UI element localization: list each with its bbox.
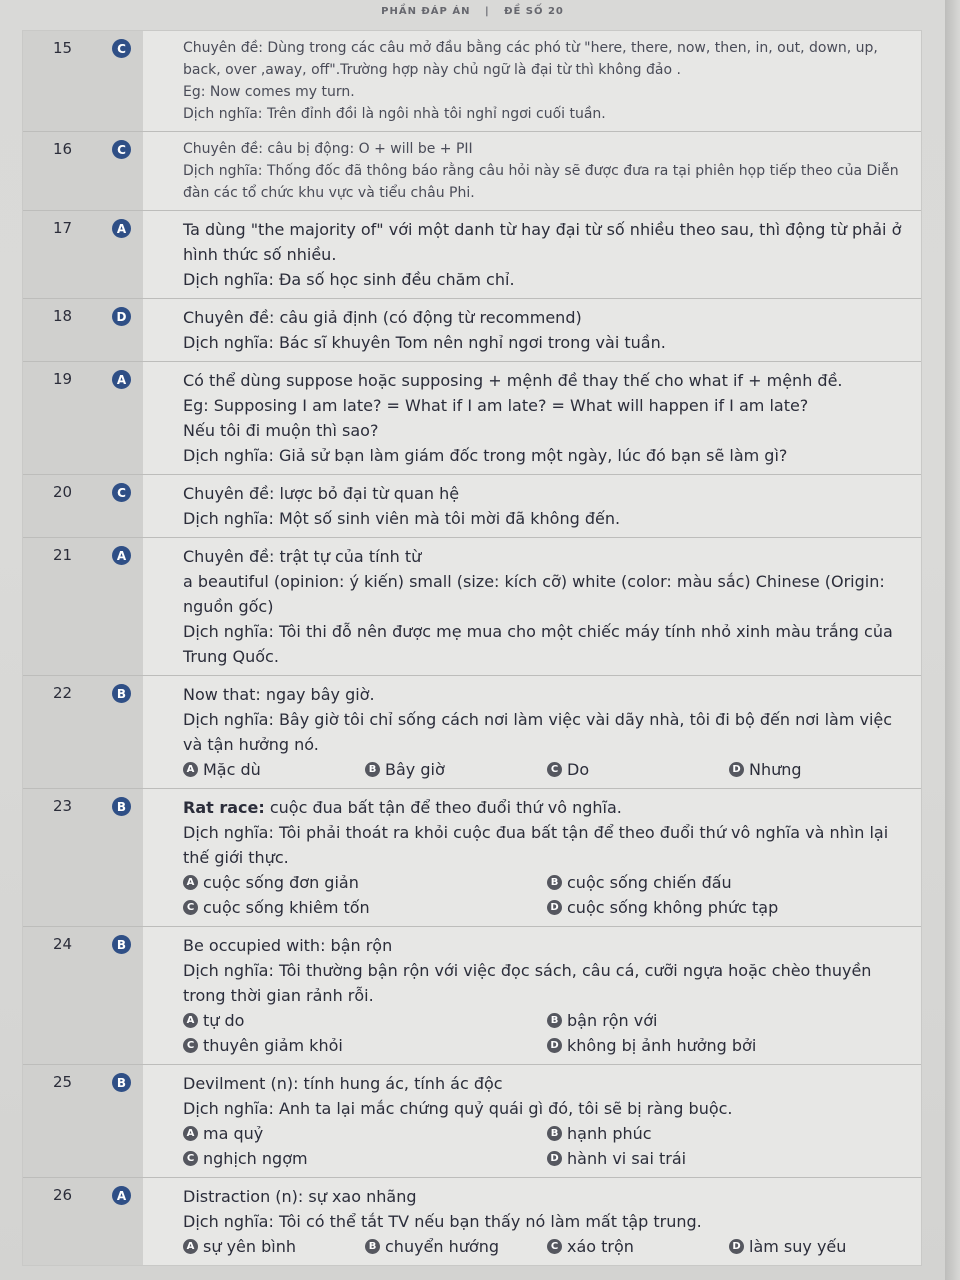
question-number: 21: [53, 546, 73, 564]
answer-badge: B: [112, 797, 131, 816]
option-text: làm suy yếu: [749, 1237, 847, 1256]
answer-option: [183, 1008, 547, 1033]
explanation-line: Chuyên đề: câu giả định (có động từ recommend): [183, 308, 582, 327]
option-letter-badge: B: [365, 762, 380, 777]
answer-option: [183, 757, 365, 782]
explanation-line: a beautiful (opinion: ý kiến) small (size: kích cỡ) white (color: màu sắc) Chinese (Origin: nguồn gốc): [183, 572, 885, 616]
option-text: thuyên giảm khỏi: [203, 1036, 343, 1055]
option-letter-badge: B: [547, 1013, 562, 1028]
question-cell: [23, 538, 143, 675]
question-cell: [23, 676, 143, 788]
option-letter-badge: D: [729, 1239, 744, 1254]
option-text: cuộc sống không phức tạp: [567, 898, 779, 917]
option-letter-badge: C: [183, 1151, 198, 1166]
answer-badge: B: [112, 684, 131, 703]
table-row: [23, 676, 921, 789]
explanation-line: Có thể dùng suppose hoặc supposing + mệnh đề thay thế cho what if + mệnh đề.: [183, 371, 843, 390]
option-letter-badge: D: [547, 1151, 562, 1166]
answer-options: [183, 870, 911, 920]
answer-option: [547, 1121, 911, 1146]
explanation-line: Dịch nghĩa: Giả sử bạn làm giám đốc trong một ngày, lúc đó bạn sẽ làm gì?: [183, 446, 788, 465]
explanation-cell: [143, 362, 921, 474]
explanation-line: Now that: ngay bây giờ.: [183, 685, 375, 704]
option-text: bận rộn với: [567, 1011, 658, 1030]
explanation-cell: [143, 789, 921, 926]
answer-badge: A: [112, 546, 131, 565]
option-text: Mặc dù: [203, 760, 261, 779]
answer-badge: A: [112, 370, 131, 389]
question-cell: [23, 362, 143, 474]
question-cell: [23, 789, 143, 926]
page-header: [0, 6, 945, 17]
question-cell: [23, 1065, 143, 1177]
question-cell: [23, 1178, 143, 1265]
explanation-line: Dịch nghĩa: Đa số học sinh đều chăm chỉ.: [183, 270, 515, 289]
table-row: [23, 538, 921, 676]
answer-option: [183, 1121, 547, 1146]
answer-badge: B: [112, 1073, 131, 1092]
option-letter-badge: A: [183, 762, 198, 777]
option-text: xáo trộn: [567, 1237, 634, 1256]
explanation-line: Eg: Supposing I am late? = What if I am late? = What will happen if I am late?: [183, 396, 809, 415]
option-text: cuộc sống chiến đấu: [567, 873, 732, 892]
option-text: Nhưng: [749, 760, 802, 779]
explanation-line: Eg: Now comes my turn.: [183, 84, 355, 100]
table-row: [23, 362, 921, 475]
explanation-line: Dịch nghĩa: Một số sinh viên mà tôi mời đã không đến.: [183, 509, 621, 528]
header-section: PHẦN ĐÁP ÁN: [381, 6, 471, 17]
answer-badge: C: [112, 140, 131, 159]
explanation-cell: [143, 1065, 921, 1177]
answer-option: [183, 870, 547, 895]
answer-option: [547, 1146, 911, 1171]
table-row: [23, 475, 921, 538]
explanation-line: Dịch nghĩa: Bác sĩ khuyên Tom nên nghỉ ngơi trong vài tuần.: [183, 333, 666, 352]
explanation-cell: [143, 927, 921, 1064]
question-cell: [23, 211, 143, 298]
option-text: hạnh phúc: [567, 1124, 652, 1143]
header-exam-number: ĐỀ SỐ 20: [504, 6, 564, 17]
option-letter-badge: A: [183, 875, 198, 890]
table-row: [23, 1065, 921, 1178]
explanation-line: Dịch nghĩa: Tôi thường bận rộn với việc đọc sách, câu cá, cưỡi ngựa hoặc chèo thuyền trong thời gian rảnh rỗi.: [183, 961, 872, 1005]
table-row: [23, 927, 921, 1065]
answer-option: [365, 757, 547, 782]
answer-option: [547, 1234, 729, 1259]
option-text: ma quỷ: [203, 1124, 264, 1143]
next-page-edge: [945, 0, 960, 1280]
explanation-line: Nếu tôi đi muộn thì sao?: [183, 421, 379, 440]
option-text: sự yên bình: [203, 1237, 296, 1256]
idiom-meaning: cuộc đua bất tận để theo đuổi thứ vô nghĩa.: [264, 798, 622, 817]
explanation-cell: [143, 299, 921, 361]
option-text: nghịch ngợm: [203, 1149, 308, 1168]
question-number: 22: [53, 684, 73, 702]
question-number: 20: [53, 483, 73, 501]
answer-options: [183, 1234, 911, 1259]
option-text: Bây giờ: [385, 760, 445, 779]
option-letter-badge: B: [547, 875, 562, 890]
answer-options: [183, 757, 911, 782]
table-row: [23, 1178, 921, 1265]
answer-option: [547, 757, 729, 782]
explanation-line: Chuyên đề: câu bị động: O + will be + PII: [183, 141, 473, 157]
answer-badge: C: [112, 39, 131, 58]
explanation-cell: [143, 1178, 921, 1265]
question-cell: [23, 31, 143, 131]
explanation-cell: [143, 676, 921, 788]
option-text: cuộc sống khiêm tốn: [203, 898, 370, 917]
question-number: 17: [53, 219, 73, 237]
explanation-line: Distraction (n): sự xao nhãng: [183, 1187, 417, 1206]
option-letter-badge: A: [183, 1126, 198, 1141]
option-letter-badge: A: [183, 1013, 198, 1028]
header-separator: |: [484, 6, 490, 17]
answer-option: [183, 1146, 547, 1171]
answer-option: [729, 1234, 911, 1259]
option-text: không bị ảnh hưởng bởi: [567, 1036, 757, 1055]
explanation-cell: [143, 538, 921, 675]
option-text: chuyển hướng: [385, 1237, 499, 1256]
explanation-line: [183, 795, 911, 820]
option-text: tự do: [203, 1011, 245, 1030]
option-letter-badge: B: [365, 1239, 380, 1254]
answer-option: [547, 895, 911, 920]
answer-badge: B: [112, 935, 131, 954]
explanation-line: Dịch nghĩa: Anh ta lại mắc chứng quỷ quái gì đó, tôi sẽ bị ràng buộc.: [183, 1099, 733, 1118]
option-letter-badge: C: [183, 1038, 198, 1053]
answer-option: [183, 1033, 547, 1058]
question-number: 24: [53, 935, 73, 953]
answer-option: [547, 1008, 911, 1033]
option-letter-badge: C: [547, 1239, 562, 1254]
explanation-line: Dịch nghĩa: Thống đốc đã thông báo rằng câu hỏi này sẽ được đưa ra tại phiên họp tiếp theo của Diễn đàn các tổ chức khu vực và tiểu châu Phi.: [183, 163, 899, 201]
explanation-line: Chuyên đề: lược bỏ đại từ quan hệ: [183, 484, 460, 503]
answer-badge: A: [112, 1186, 131, 1205]
explanation-line: Chuyên đề: Dùng trong các câu mở đầu bằng các phó từ "here, there, now, then, in, out, down, up, back, over ,away, off".Trường hợp này chủ ngữ là đại từ thì không đảo .: [183, 40, 878, 78]
table-row: [23, 132, 921, 211]
option-letter-badge: A: [183, 1239, 198, 1254]
question-number: 23: [53, 797, 73, 815]
answer-options: [183, 1008, 911, 1058]
question-number: 25: [53, 1073, 73, 1091]
answer-option: [183, 895, 547, 920]
option-letter-badge: C: [183, 900, 198, 915]
explanation-line: Chuyên đề: trật tự của tính từ: [183, 547, 422, 566]
answer-options: [183, 1121, 911, 1171]
option-text: Do: [567, 760, 590, 779]
explanation-line: Dịch nghĩa: Trên đỉnh đồi là ngôi nhà tôi nghỉ ngơi cuối tuần.: [183, 106, 606, 122]
table-row: [23, 299, 921, 362]
answer-option: [547, 870, 911, 895]
question-cell: [23, 475, 143, 537]
explanation-cell: [143, 132, 921, 210]
explanation-line: Dịch nghĩa: Bây giờ tôi chỉ sống cách nơi làm việc vài dãy nhà, tôi đi bộ đến nơi làm việc và tận hưởng nó.: [183, 710, 893, 754]
explanation-line: Dịch nghĩa: Tôi thi đỗ nên được mẹ mua cho một chiếc máy tính nhỏ xinh màu trắng của Trung Quốc.: [183, 622, 893, 666]
explanation-line: Ta dùng "the majority of" với một danh từ hay đại từ số nhiều theo sau, thì động từ phải ở hình thức số nhiều.: [183, 220, 902, 264]
table-row: [23, 789, 921, 927]
question-cell: [23, 132, 143, 210]
explanation-cell: [143, 211, 921, 298]
question-number: 18: [53, 307, 73, 325]
answer-badge: C: [112, 483, 131, 502]
question-number: 15: [53, 39, 73, 57]
option-letter-badge: C: [547, 762, 562, 777]
table-row: [23, 31, 921, 132]
question-cell: [23, 299, 143, 361]
option-letter-badge: B: [547, 1126, 562, 1141]
option-letter-badge: D: [729, 762, 744, 777]
option-text: hành vi sai trái: [567, 1149, 687, 1168]
answer-option: [183, 1234, 365, 1259]
explanation-cell: [143, 31, 921, 131]
explanation-line: Dịch nghĩa: Tôi có thể tắt TV nếu bạn thấy nó làm mất tập trung.: [183, 1212, 702, 1231]
question-number: 26: [53, 1186, 73, 1204]
option-letter-badge: D: [547, 900, 562, 915]
explanation-line: Dịch nghĩa: Tôi phải thoát ra khỏi cuộc đua bất tận để theo đuổi thứ vô nghĩa và nhìn lại thế giới thực.: [183, 823, 889, 867]
idiom-term: Rat race:: [183, 798, 265, 817]
explanation-line: Devilment (n): tính hung ác, tính ác độc: [183, 1074, 503, 1093]
answer-option: [729, 757, 911, 782]
option-text: cuộc sống đơn giản: [203, 873, 359, 892]
question-cell: [23, 927, 143, 1064]
explanation-cell: [143, 475, 921, 537]
explanation-line: Be occupied with: bận rộn: [183, 936, 393, 955]
answer-option: [547, 1033, 911, 1058]
question-number: 19: [53, 370, 73, 388]
table-row: [23, 211, 921, 299]
answer-badge: A: [112, 219, 131, 238]
question-number: 16: [53, 140, 73, 158]
option-letter-badge: D: [547, 1038, 562, 1053]
answer-table: [22, 30, 922, 1266]
answer-option: [365, 1234, 547, 1259]
answer-badge: D: [112, 307, 131, 326]
